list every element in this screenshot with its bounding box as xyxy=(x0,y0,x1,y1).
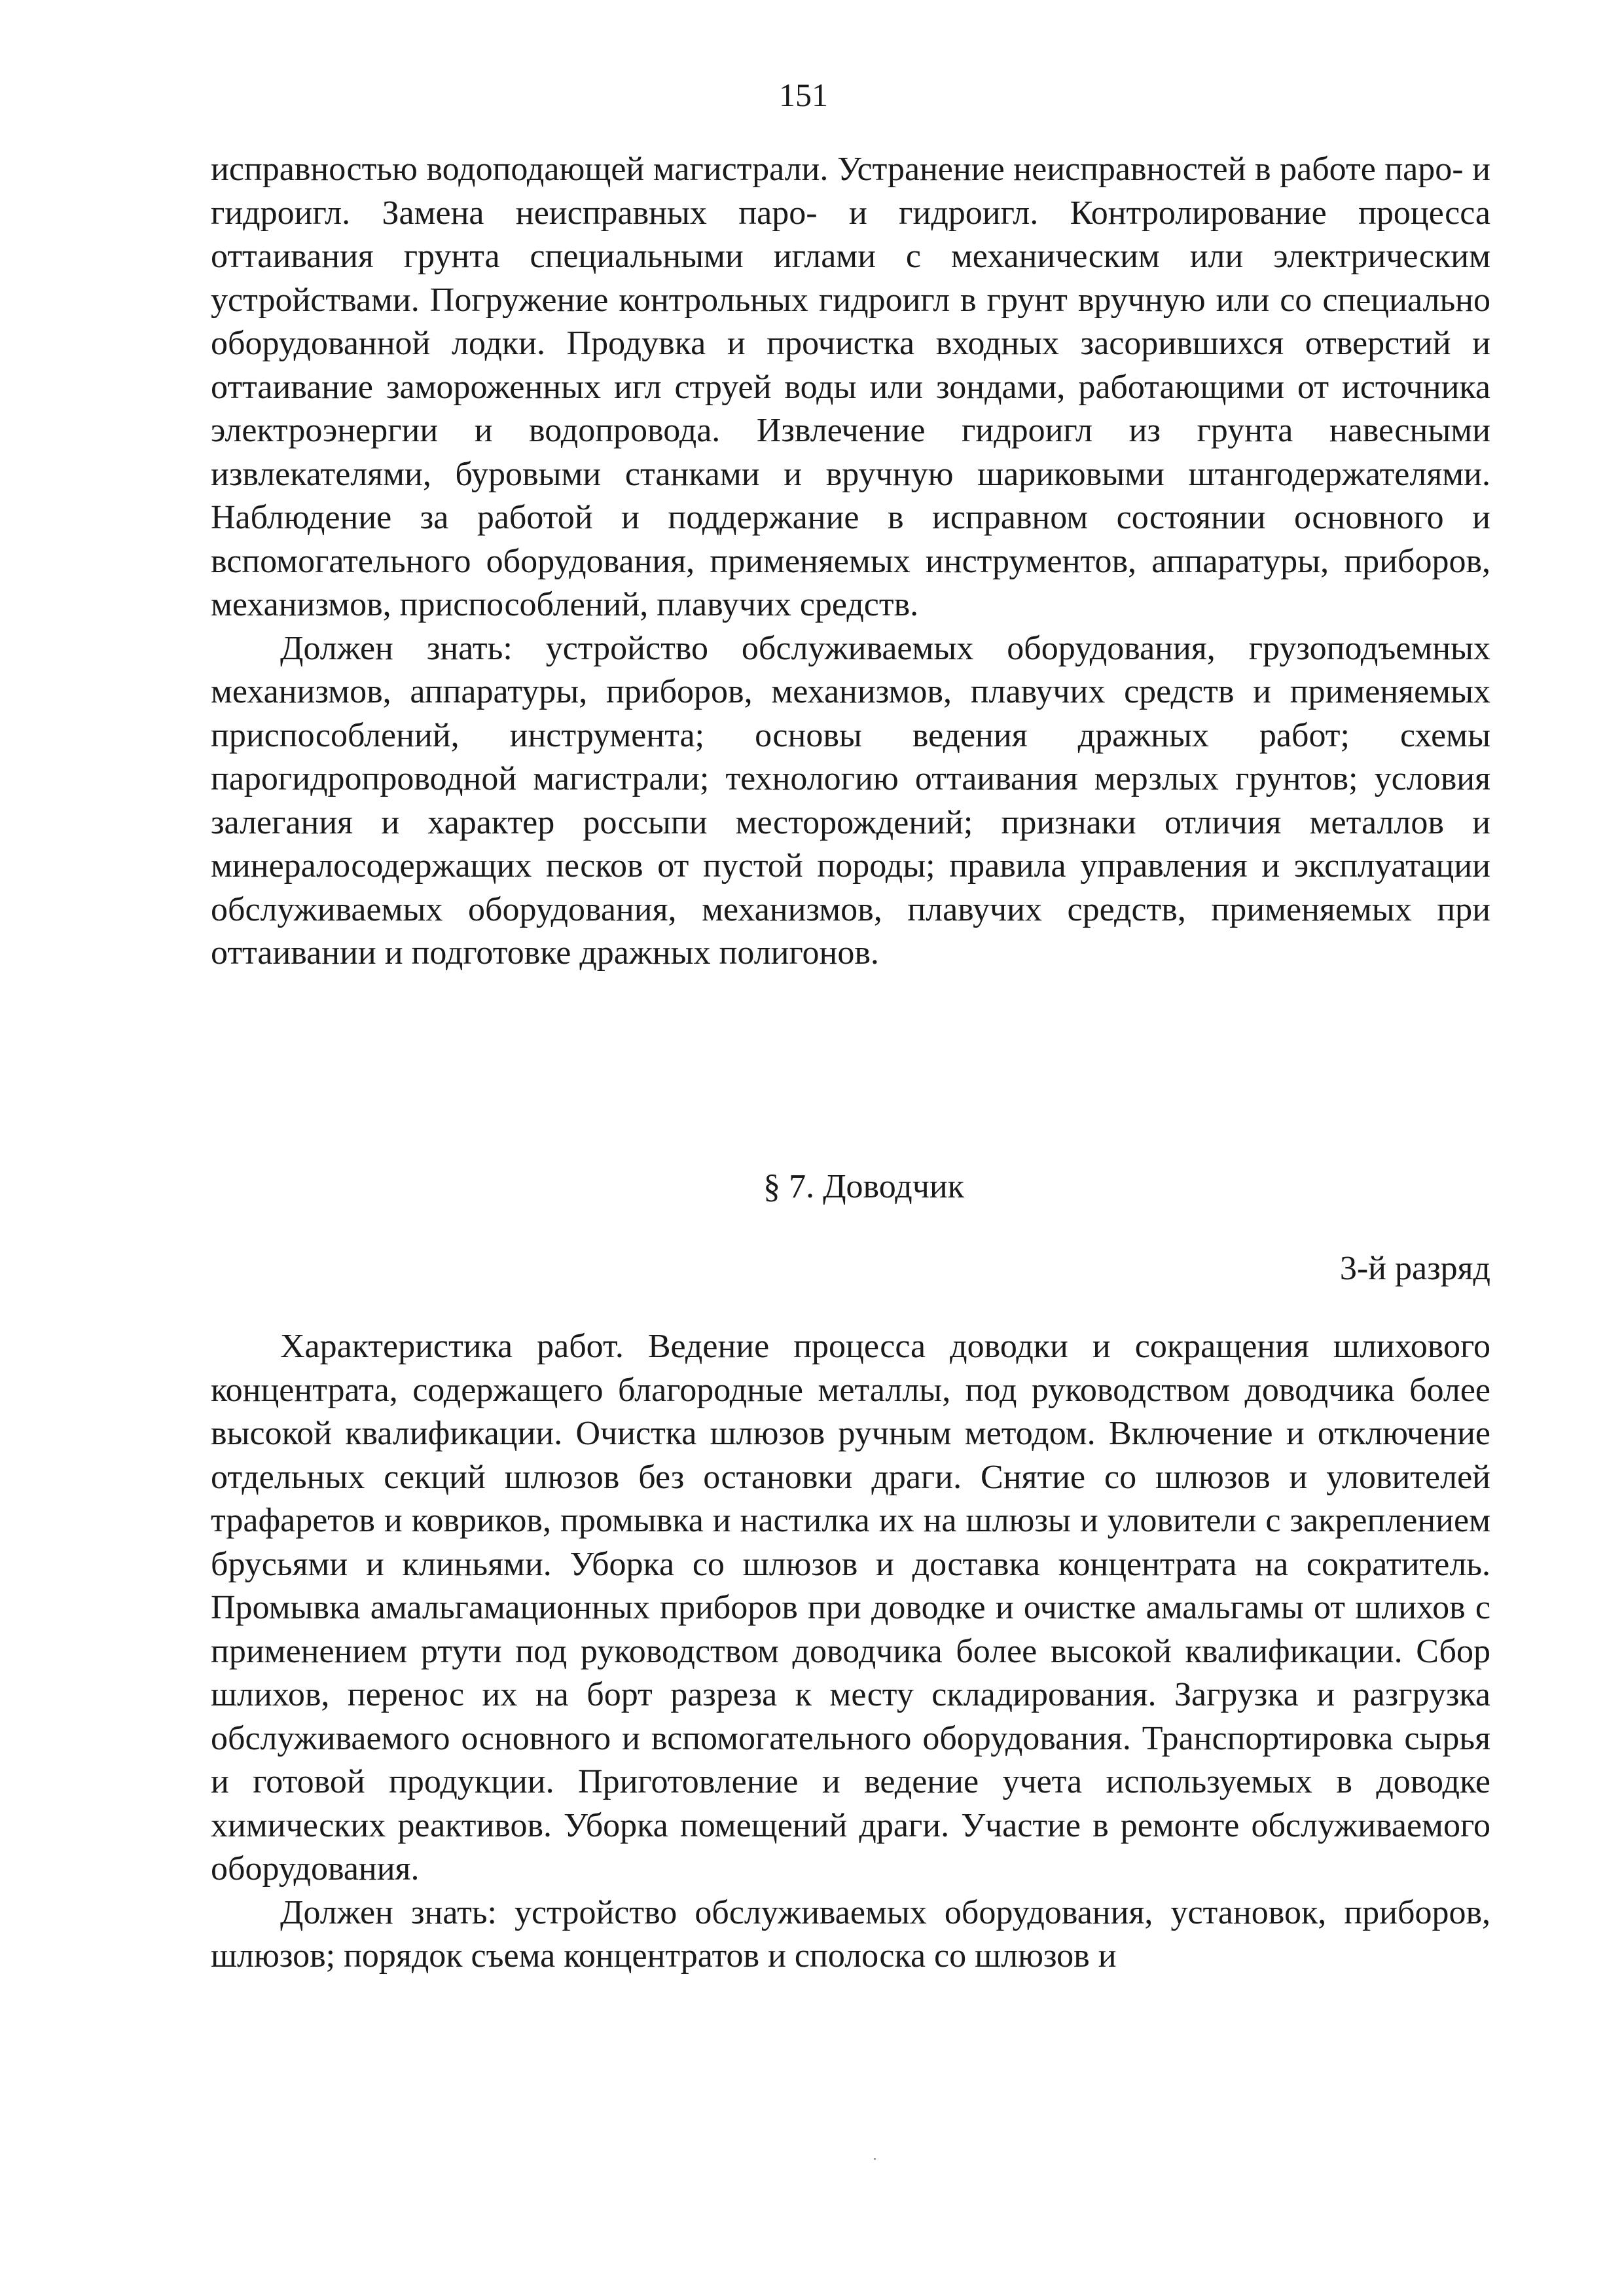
paragraph-must-know: Должен знать: устройство обслуживаемых оборудования, грузоподъемных механизмов, аппаратуры, приборов, механизмов, плавучих средств и применяемых приспособлений, инструмента; основы ведения дражных работ; схемы парогидропроводной магистрали; технологию оттаивания мерзлых грунтов; условия залегания и характер россыпи месторождений; признаки отличия металлов и минералосодержащих песков от пустой породы; правила управления и эксплуатации обслуживаемых оборудования, механизмов, плавучих средств, применяемых при оттаивании и подготовке дражных полигонов. xyxy=(211,629,1490,972)
text-block-bottom xyxy=(211,1325,1490,1978)
text-block-top xyxy=(211,148,1490,975)
scan-speck xyxy=(874,2158,876,2160)
section-heading: § 7. Доводчик xyxy=(763,1168,964,1205)
grade-label: 3-й разряд xyxy=(1339,1250,1490,1287)
paragraph-must-know-2: Должен знать: устройство обслуживаемых оборудования, установок, приборов, шлюзов; порядок съема концентратов и сполоска со шлюзов и xyxy=(211,1893,1490,1975)
paragraph-work-characteristics: Характеристика работ. Ведение процесса доводки и сокращения шлихового концентрата, содержащего благородные металлы, под руководством доводчика более высокой квалификации. Очистка шлюзов ручным методом. Включение и отключение отдельных секций шлюзов без остановки драги. Снятие со шлюзов и уловителей трафаретов и ковриков, промывка и настилка их на шлюзы и уловители с закреплением брусьями и клиньями. Уборка со шлюзов и доставка концентрата на сократитель. Промывка амальгамационных приборов при доводке и очистке амальгамы от шлихов с применением ртути под руководством доводчика более высокой квалификации. Сбор шлихов, перенос их на борт разреза к месту складирования. Загрузка и разгрузка обслуживаемого основного и вспомогательного оборудования. Транспортировка сырья и готовой продукции. Приготовление и ведение учета используемых в доводке химических реактивов. Уборка помещений драги. Участие в ремонте обслуживаемого оборудования. xyxy=(211,1328,1490,1887)
paragraph-continuation: исправностью водоподающей магистрали. Устранение неисправностей в работе паро- и гидроигл. Замена неисправных паро- и гидроигл. Контролирование процесса оттаивания грунта специальными иглами с механическим или электрическим устройствами. Погружение контрольных гидроигл в грунт вручную или со специально оборудованной лодки. Продувка и прочистка входных засорившихся отверстий и оттаивание замороженных игл струей воды или зондами, работающими от источника электроэнергии и водопровода. Извлечение гидроигл из грунта навесными извлекателями, буровыми станками и вручную шариковыми штангодержателями. Наблюдение за работой и поддержание в исправном состоянии основного и вспомогательного оборудования, применяемых инструментов, аппаратуры, приборов, механизмов, приспособлений, плавучих средств. xyxy=(211,151,1490,623)
page-number: 151 xyxy=(779,77,828,113)
